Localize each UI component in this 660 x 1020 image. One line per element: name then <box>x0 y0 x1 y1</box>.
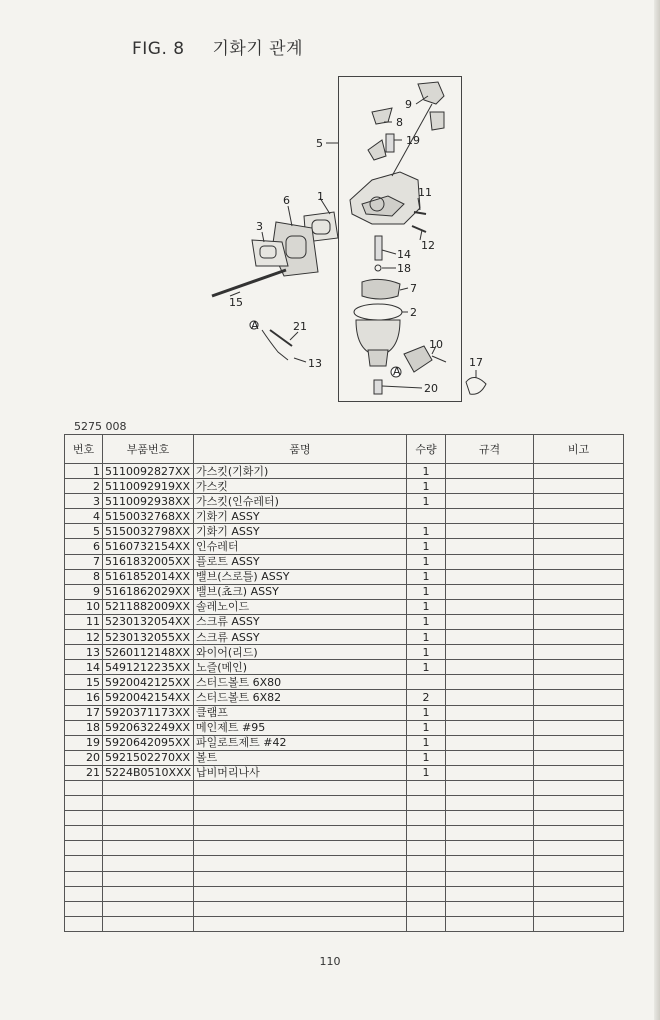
cell-part-no: 5920042154XX <box>103 690 194 705</box>
empty-table-row <box>65 886 624 901</box>
empty-cell <box>65 856 103 871</box>
cell-note <box>534 675 624 690</box>
cell-part-no: 5230132055XX <box>103 630 194 645</box>
callout-8: 8 <box>396 116 403 129</box>
empty-cell <box>446 901 534 916</box>
cell-qty: 1 <box>407 584 446 599</box>
empty-cell <box>194 780 407 795</box>
cell-qty: 1 <box>407 765 446 780</box>
cell-name: 파일로트제트 #42 <box>194 735 407 750</box>
empty-cell <box>103 856 194 871</box>
cell-no: 7 <box>65 554 103 569</box>
cell-no: 21 <box>65 765 103 780</box>
empty-cell <box>65 901 103 916</box>
float-assembly <box>362 279 400 299</box>
cell-qty: 1 <box>407 479 446 494</box>
empty-cell <box>194 856 407 871</box>
empty-cell <box>65 826 103 841</box>
table-row <box>65 645 624 660</box>
table-row <box>65 750 624 765</box>
cell-part-no: 5161832005XX <box>103 554 194 569</box>
gasket-insulator <box>252 240 288 266</box>
cell-spec <box>446 735 534 750</box>
callout-1: 1 <box>317 190 324 203</box>
cell-part-no: 5920642095XX <box>103 735 194 750</box>
cell-note <box>534 645 624 660</box>
cell-part-no: 5211882009XX <box>103 599 194 614</box>
empty-cell <box>534 811 624 826</box>
cell-no: 20 <box>65 750 103 765</box>
table-row <box>65 720 624 735</box>
cell-spec <box>446 524 534 539</box>
empty-table-row <box>65 916 624 931</box>
empty-cell <box>65 796 103 811</box>
cell-qty: 1 <box>407 750 446 765</box>
table-row <box>65 464 624 479</box>
empty-cell <box>103 901 194 916</box>
cell-no: 9 <box>65 584 103 599</box>
cell-name: 클램프 <box>194 705 407 720</box>
empty-cell <box>446 856 534 871</box>
cell-no: 18 <box>65 720 103 735</box>
cell-spec <box>446 660 534 675</box>
empty-cell <box>194 916 407 931</box>
cell-qty <box>407 675 446 690</box>
cell-qty: 1 <box>407 614 446 629</box>
cell-note <box>534 750 624 765</box>
cell-spec <box>446 675 534 690</box>
table-row <box>65 569 624 584</box>
empty-cell <box>194 901 407 916</box>
cell-spec <box>446 479 534 494</box>
clamp <box>466 377 486 394</box>
header-spec: 규격 <box>446 435 534 464</box>
cell-no: 5 <box>65 524 103 539</box>
empty-cell <box>446 780 534 795</box>
callout-6: 6 <box>283 194 290 207</box>
empty-cell <box>65 780 103 795</box>
cell-name: 메인제트 #95 <box>194 720 407 735</box>
empty-cell <box>446 841 534 856</box>
empty-cell <box>103 780 194 795</box>
table-row <box>65 584 624 599</box>
cell-note <box>534 599 624 614</box>
bowl-gasket <box>354 304 402 320</box>
empty-cell <box>65 841 103 856</box>
cell-no: 15 <box>65 675 103 690</box>
cell-no: 11 <box>65 614 103 629</box>
table-row <box>65 554 624 569</box>
cell-qty: 1 <box>407 645 446 660</box>
marker-a-bowl: A <box>393 365 401 378</box>
empty-cell <box>194 811 407 826</box>
empty-table-row <box>65 796 624 811</box>
empty-cell <box>407 871 446 886</box>
empty-cell <box>534 841 624 856</box>
cell-spec <box>446 599 534 614</box>
callout-20: 20 <box>424 382 438 395</box>
table-row <box>65 539 624 554</box>
cell-no: 16 <box>65 690 103 705</box>
cell-part-no: 5224B0510XXX <box>103 765 194 780</box>
figure-caption: 기화기 관계 <box>212 39 304 59</box>
cell-name: 밸브(쵸크) ASSY <box>194 584 407 599</box>
empty-cell <box>103 841 194 856</box>
cell-part-no: 5260112148XX <box>103 645 194 660</box>
callout-2: 2 <box>410 306 417 319</box>
empty-cell <box>534 886 624 901</box>
cell-name: 가스킷(기화기) <box>194 464 407 479</box>
cell-part-no: 5150032768XX <box>103 509 194 524</box>
callout-11: 11 <box>418 186 432 199</box>
cell-spec <box>446 645 534 660</box>
empty-cell <box>407 841 446 856</box>
cell-name: 노즐(메인) <box>194 660 407 675</box>
cell-qty: 1 <box>407 539 446 554</box>
empty-table-row <box>65 780 624 795</box>
callout-13: 13 <box>308 357 322 370</box>
cell-note <box>534 539 624 554</box>
cell-qty: 1 <box>407 735 446 750</box>
cell-note <box>534 524 624 539</box>
empty-cell <box>194 796 407 811</box>
cell-note <box>534 705 624 720</box>
cell-spec <box>446 539 534 554</box>
empty-cell <box>446 916 534 931</box>
table-row <box>65 630 624 645</box>
cell-qty: 1 <box>407 569 446 584</box>
table-row <box>65 705 624 720</box>
cell-spec <box>446 509 534 524</box>
callout-9: 9 <box>405 98 412 111</box>
cell-no: 2 <box>65 479 103 494</box>
cell-name: 스크류 ASSY <box>194 630 407 645</box>
empty-cell <box>65 811 103 826</box>
callout-12: 12 <box>421 239 435 252</box>
figure-label: FIG. 8 <box>132 39 185 59</box>
cell-spec <box>446 464 534 479</box>
callout-18: 18 <box>397 262 411 275</box>
callout-7: 7 <box>410 282 417 295</box>
empty-cell <box>446 886 534 901</box>
cell-part-no: 5110092919XX <box>103 479 194 494</box>
table-row <box>65 660 624 675</box>
cell-part-no: 5160732154XX <box>103 539 194 554</box>
empty-cell <box>407 796 446 811</box>
cell-spec <box>446 750 534 765</box>
cell-no: 12 <box>65 630 103 645</box>
cell-part-no: 5921502270XX <box>103 750 194 765</box>
empty-cell <box>534 856 624 871</box>
screw-assy-12 <box>412 226 426 232</box>
solenoid <box>404 346 432 372</box>
cell-part-no: 5491212235XX <box>103 660 194 675</box>
empty-table-row <box>65 871 624 886</box>
callout-14: 14 <box>397 248 411 261</box>
empty-cell <box>407 780 446 795</box>
empty-cell <box>65 916 103 931</box>
empty-cell <box>446 871 534 886</box>
empty-cell <box>103 796 194 811</box>
empty-cell <box>407 811 446 826</box>
cell-name: 스터드볼트 6X82 <box>194 690 407 705</box>
cell-note <box>534 494 624 509</box>
callout-21: 21 <box>293 320 307 333</box>
table-header-row <box>65 435 624 464</box>
cell-part-no: 5150032798XX <box>103 524 194 539</box>
empty-cell <box>103 826 194 841</box>
cell-name: 밸브(스로틀) ASSY <box>194 569 407 584</box>
cell-name: 스터드볼트 6X80 <box>194 675 407 690</box>
cell-spec <box>446 584 534 599</box>
pilot-jet <box>386 134 394 152</box>
empty-cell <box>534 916 624 931</box>
callout-3: 3 <box>256 220 263 233</box>
empty-cell <box>194 886 407 901</box>
callout-10: 10 <box>429 338 443 351</box>
cell-no: 10 <box>65 599 103 614</box>
cell-no: 8 <box>65 569 103 584</box>
main-jet <box>375 265 381 271</box>
header-name: 품명 <box>194 435 407 464</box>
cell-spec <box>446 765 534 780</box>
cell-note <box>534 660 624 675</box>
cell-qty: 1 <box>407 464 446 479</box>
table-row <box>65 765 624 780</box>
cell-name: 가스킷(인슈레터) <box>194 494 407 509</box>
parts-table <box>64 434 624 932</box>
callout-17: 17 <box>469 356 483 369</box>
callout-5: 5 <box>316 137 323 150</box>
cell-part-no: 5110092938XX <box>103 494 194 509</box>
cell-name: 납비머리나사 <box>194 765 407 780</box>
empty-cell <box>407 856 446 871</box>
empty-cell <box>103 916 194 931</box>
cell-name: 기화기 ASSY <box>194 509 407 524</box>
table-row <box>65 524 624 539</box>
empty-cell <box>446 811 534 826</box>
main-nozzle <box>375 236 382 260</box>
cell-spec <box>446 690 534 705</box>
cell-name: 와이어(리드) <box>194 645 407 660</box>
table-row <box>65 494 624 509</box>
empty-cell <box>65 871 103 886</box>
cell-qty: 2 <box>407 690 446 705</box>
cell-qty: 1 <box>407 630 446 645</box>
empty-cell <box>446 796 534 811</box>
empty-cell <box>103 886 194 901</box>
empty-cell <box>534 871 624 886</box>
empty-table-row <box>65 841 624 856</box>
empty-cell <box>534 796 624 811</box>
empty-cell <box>407 886 446 901</box>
screw-assy-11 <box>414 212 426 214</box>
cell-spec <box>446 494 534 509</box>
cell-part-no: 5161862029XX <box>103 584 194 599</box>
choke-valve-part <box>418 82 444 104</box>
empty-cell <box>446 826 534 841</box>
empty-cell <box>534 780 624 795</box>
header-note: 비고 <box>534 435 624 464</box>
cell-name: 스크류 ASSY <box>194 614 407 629</box>
cell-name: 인슈레터 <box>194 539 407 554</box>
cell-note <box>534 554 624 569</box>
empty-cell <box>65 886 103 901</box>
table-row <box>65 735 624 750</box>
document-code: 5275 008 <box>74 420 127 433</box>
cell-note <box>534 584 624 599</box>
empty-cell <box>194 841 407 856</box>
table-row <box>65 479 624 494</box>
empty-cell <box>103 871 194 886</box>
empty-table-row <box>65 811 624 826</box>
cell-spec <box>446 720 534 735</box>
header-qty: 수량 <box>407 435 446 464</box>
cell-name: 볼트 <box>194 750 407 765</box>
callout-15: 15 <box>229 296 243 309</box>
empty-cell <box>407 826 446 841</box>
cell-qty: 1 <box>407 494 446 509</box>
cell-note <box>534 614 624 629</box>
empty-cell <box>534 826 624 841</box>
cell-part-no: 5920632249XX <box>103 720 194 735</box>
cell-note <box>534 630 624 645</box>
cell-no: 13 <box>65 645 103 660</box>
cell-note <box>534 765 624 780</box>
table-row <box>65 690 624 705</box>
table-row <box>65 614 624 629</box>
cell-name: 플로트 ASSY <box>194 554 407 569</box>
cell-spec <box>446 554 534 569</box>
cell-spec <box>446 569 534 584</box>
cell-part-no: 5230132054XX <box>103 614 194 629</box>
cell-qty: 1 <box>407 599 446 614</box>
cell-no: 3 <box>65 494 103 509</box>
empty-table-row <box>65 901 624 916</box>
empty-cell <box>407 901 446 916</box>
cell-no: 1 <box>65 464 103 479</box>
empty-cell <box>194 871 407 886</box>
cell-no: 14 <box>65 660 103 675</box>
cell-no: 17 <box>65 705 103 720</box>
pan-head-screw <box>270 330 292 346</box>
cell-note <box>534 569 624 584</box>
cell-note <box>534 690 624 705</box>
callout-19: 19 <box>406 134 420 147</box>
cell-note <box>534 464 624 479</box>
cell-note <box>534 509 624 524</box>
cell-part-no: 5920371173XX <box>103 705 194 720</box>
cell-note <box>534 720 624 735</box>
cell-qty: 1 <box>407 554 446 569</box>
cell-qty: 1 <box>407 705 446 720</box>
empty-cell <box>194 826 407 841</box>
cell-name: 가스킷 <box>194 479 407 494</box>
table-row <box>65 599 624 614</box>
empty-table-row <box>65 856 624 871</box>
cell-spec <box>446 614 534 629</box>
cell-part-no: 5920042125XX <box>103 675 194 690</box>
cell-name: 솔레노이드 <box>194 599 407 614</box>
exploded-parts-diagram <box>0 0 660 420</box>
page-number: 110 <box>319 955 341 968</box>
marker-a-left: A <box>251 319 259 332</box>
header-no: 번호 <box>65 435 103 464</box>
cell-spec <box>446 705 534 720</box>
cell-no: 4 <box>65 509 103 524</box>
bowl-bolt <box>374 380 382 394</box>
cell-spec <box>446 630 534 645</box>
empty-cell <box>407 916 446 931</box>
cell-qty: 1 <box>407 524 446 539</box>
cell-qty <box>407 509 446 524</box>
cell-name: 기화기 ASSY <box>194 524 407 539</box>
empty-cell <box>103 811 194 826</box>
empty-cell <box>534 901 624 916</box>
cell-part-no: 5161852014XX <box>103 569 194 584</box>
empty-table-row <box>65 826 624 841</box>
cell-no: 6 <box>65 539 103 554</box>
table-row <box>65 509 624 524</box>
cell-note <box>534 479 624 494</box>
cell-qty: 1 <box>407 720 446 735</box>
cell-part-no: 5110092827XX <box>103 464 194 479</box>
header-part-no: 부품번호 <box>103 435 194 464</box>
table-row <box>65 675 624 690</box>
cell-qty: 1 <box>407 660 446 675</box>
stud-bolt <box>212 270 286 296</box>
cell-note <box>534 735 624 750</box>
cell-no: 19 <box>65 735 103 750</box>
